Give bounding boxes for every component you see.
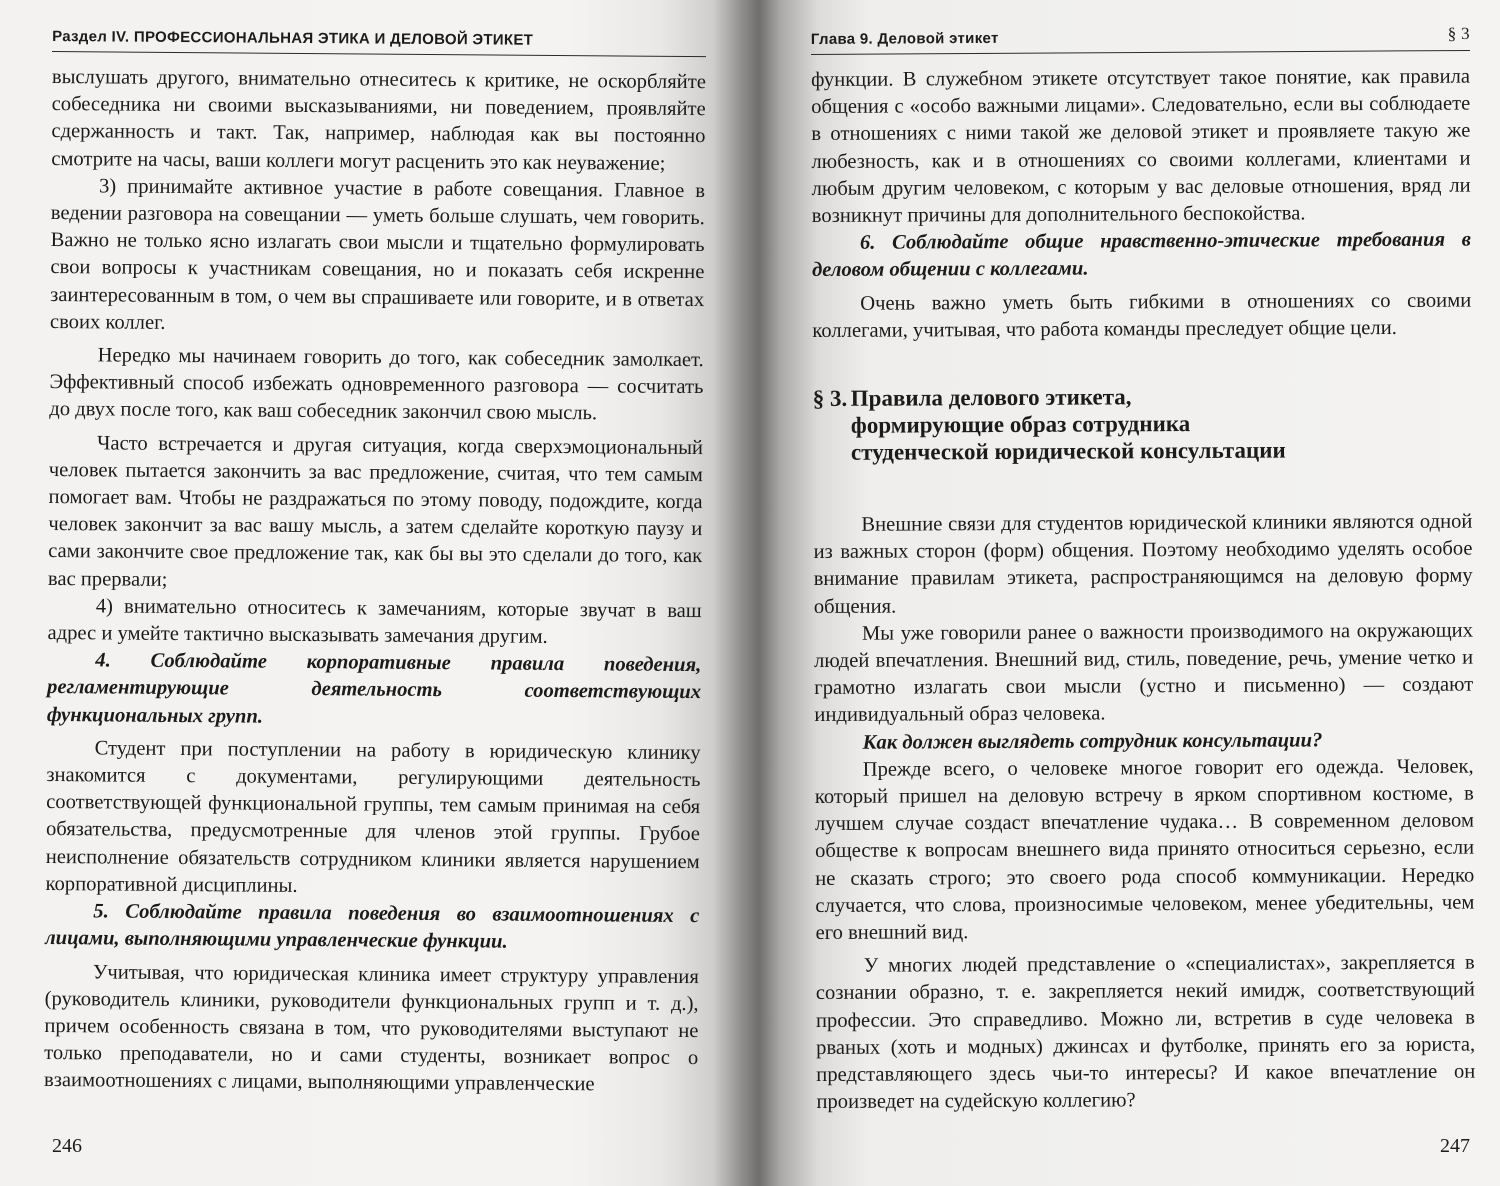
page-number-right: 247 bbox=[1440, 1135, 1470, 1157]
rule-heading: 6. Соблюдайте общие нравственно-этические требования в деловом общении с коллегами. bbox=[812, 228, 1471, 282]
right-body-text bbox=[811, 64, 1475, 1117]
paragraph: 4) внимательно относитесь к замечаниям, которые звучат в ваш адрес и умейте тактично высказывать замечания другим. bbox=[47, 595, 702, 648]
running-head-title: Раздел IV. ПРОФЕССИОНАЛЬНАЯ ЭТИКА И ДЕЛОВОЙ ЭТИКЕТ bbox=[52, 28, 534, 49]
paragraph: Нередко мы начинаем говорить до того, как собеседник замолкает. Эффективный способ избежать одновременного разговора — сосчитать до двух после того, как ваш собеседник закончил свою мысль. bbox=[49, 344, 704, 425]
paragraph: Внешние связи для студентов юридической клиники являются одной из важных сторон (форм) общения. Поэтому необходимо уделять особое внимание правилам этикета, распространяющимся на деловую форму общения. bbox=[813, 510, 1473, 618]
section-title-line: Правила делового этикета, bbox=[850, 384, 1132, 411]
running-head-chapter: Глава 9. Деловой этикет bbox=[810, 29, 999, 49]
section-number: § 3. bbox=[812, 385, 848, 412]
page-number-left: 246 bbox=[52, 1135, 82, 1157]
running-head-left bbox=[52, 28, 706, 57]
subheading: Как должен выглядеть сотрудник консультации? bbox=[862, 728, 1323, 754]
rule-heading: 5. Соблюдайте правила поведения во взаимоотношениях с лицами, выполняющими управленческие функции. bbox=[45, 900, 700, 953]
left-body-text bbox=[44, 64, 706, 1100]
paragraph: функции. В служебном этикете отсутствует такое понятие, как правила общения с «особо важными лицами». Следовательно, если вы соблюдаете в отношениях с ними такой же деловой этикет и проявляете такую же любезность, как и в отношениях со своими коллегами, клиентами и любым другим человеком, с которым у вас деловые отношения, вряд ли возникнут причины для дополнительного беспокойства. bbox=[811, 65, 1471, 228]
paragraph: Часто встречается и другая ситуация, когда сверхэмоциональный человек пытается закончить за вас предложение, считая, что тем самым помогает вам. Чтобы не раздражаться по этому поводу, подождите, когда человек закончит за вас вашу мысль, а затем сделайте короткую паузу и сами закончите свое предложение так, как бы вы это сделали до того, как вас прервали; bbox=[47, 432, 704, 591]
section-title bbox=[813, 382, 1472, 466]
paragraph: 3) принимайте активное участие в работе совещания. Главное в ведении разговора на совещании — уметь больше слушать, чем говорить. Важно не только ясно излагать свои мысли и тщательно формулировать свои вопросы к участникам совещания, но и показать себя искренне заинтересованным в том, о чем вы спрашиваете или говорите, и в ответах своих коллег. bbox=[49, 175, 706, 334]
paragraph: Студент при поступлении на работу в юридическую клинику знакомится с документами, регулирующими деятельность соответствующей функциональной группы, тем самым принимая на себя обязательства, предусмотренные для членов этой группы. Грубое неисполнение обязательств сотрудником клиники является нарушением корпоративной дисциплины. bbox=[45, 737, 701, 897]
paragraph: У многих людей представление о «специалистах», закрепляется в сознании образно, т. е. закрепляется некий имидж, соответствующий профессии. Это справедливо. Можно ли, встретив в суде человека в рваных (хоть и модных) джинсах и футболке, принять его за юриста, представляющего здесь чьи-то интересы? И какое впечатление он произведет на судейскую коллегию? bbox=[815, 951, 1476, 1114]
section-title-line: формирующие образ сотрудника bbox=[850, 411, 1191, 438]
running-head-section-mark: § 3 bbox=[1447, 23, 1470, 44]
running-head-right bbox=[811, 24, 1470, 55]
paragraph: Учитывая, что юридическая клиника имеет структуру управления (руководитель клиники, руководители функциональных групп и т. д.), причем особенность связана в том, что руководителями выступают не только преподаватели, но и сами студенты, возникает вопрос о взаимоотношениях с лицами, выполняющими управленческие bbox=[43, 960, 699, 1096]
rule-heading: 4. Соблюдайте корпоративные правила поведения, регламентирующие деятельность соответствующих функциональных групп. bbox=[46, 649, 702, 728]
section-title-line: студенческой юридической консультации bbox=[850, 437, 1286, 465]
paragraph: Очень важно уметь быть гибкими в отношениях со своими коллегами, учитывая, что работа команды преследует общие цели. bbox=[812, 289, 1472, 342]
right-page bbox=[755, 0, 1500, 1186]
paragraph: Прежде всего, о человеке многое говорит его одежда. Человек, который пришел на деловую встречу в ярком спортивном костюме, в лучшем случае создаст впечатление чудака… В современном деловом обществе к вопросам внешнего вида принято относиться серьезно, если не сказать строго; это своего рода способ коммуникации. Нередко случается, что слова, произносимые человеком, менее убедительны, чем его внешний вид. bbox=[814, 755, 1475, 945]
paragraph: Мы уже говорили ранее о важности производимого на окружающих людей впечатления. Внешний вид, стиль, поведение, речь, умение четко и грамотно излагать свои мысли (устно и письменно) — создают индивидуальный образ человека. bbox=[814, 619, 1474, 727]
paragraph: выслушать другого, внимательно отнеситесь к критике, не оскорбляйте собеседника ни своими высказываниями, ни поведением, проявляйте сдержанность и такт. Так, например, наблюдая как вы постоянно смотрите на часы, ваши коллеги могут расценить это как неуважение; bbox=[51, 65, 706, 175]
